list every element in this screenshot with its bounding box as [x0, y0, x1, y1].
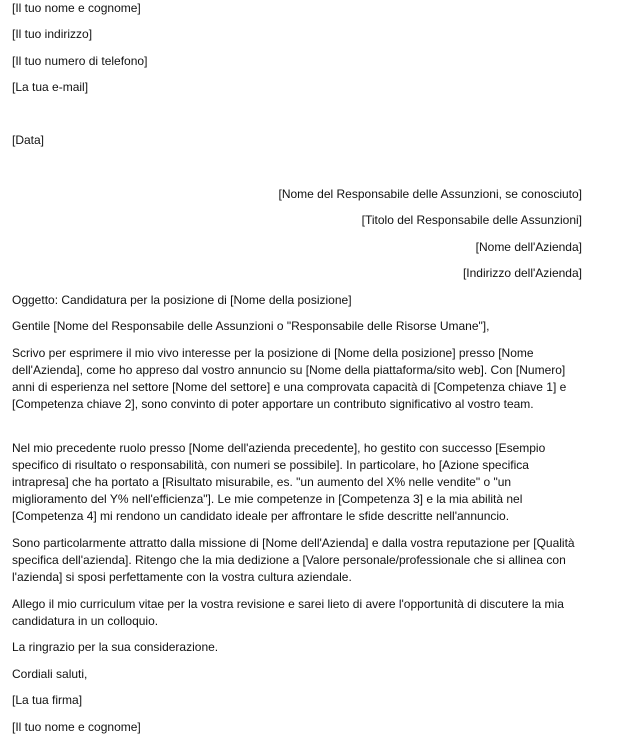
letter-salutation: Gentile [Nome del Responsabile delle Assunzioni o "Responsabile delle Risorse Umane"], [12, 319, 490, 333]
body-paragraph-4: Allego il mio curriculum vitae per la vostra revisione e sarei lieto di avere l'opportunità di discutere la mia candidatura in un colloquio. [12, 597, 564, 628]
recipient-title: [Titolo del Responsabile delle Assunzioni] [361, 213, 582, 227]
sender-email: [La tua e-mail] [12, 80, 89, 94]
signature-placeholder: [La tua firma] [12, 693, 83, 707]
body-paragraph-1: Scrivo per esprimere il mio vivo interesse per la posizione di [Nome della posizione] presso [Nome dell'Azienda], come ho appreso dal vostro annuncio su [Nome della piattaforma/sito web]. Con [Numero] anni di esperienza nel settore [Nome del settore] e una comprovata capacità di [Competenza chiave 1] e [Competenza chiave 2], sono convinto di poter apportare un contributo significativo al vostro team. [12, 346, 567, 411]
sender-phone: [Il tuo numero di telefono] [12, 54, 148, 68]
signature-name: [Il tuo nome e cognome] [12, 720, 141, 734]
letter-closing: Cordiali saluti, [12, 667, 88, 681]
sender-address: [Il tuo indirizzo] [12, 27, 93, 41]
recipient-company-address: [Indirizzo dell'Azienda] [462, 266, 582, 280]
body-paragraph-5: La ringrazio per la sua considerazione. [12, 640, 219, 654]
letter-date: [Data] [12, 133, 45, 147]
recipient-manager: [Nome del Responsabile delle Assunzioni, se conosciuto] [278, 187, 582, 201]
recipient-company: [Nome dell'Azienda] [475, 240, 582, 254]
body-paragraph-3: Sono particolarmente attratto dalla missione di [Nome dell'Azienda] e dalla vostra reputazione per [Qualità specifica dell'azienda]. Ritengo che la mia dedizione a [Valore personale/professionale che si allinea con l'azienda] si sposi perfettamente con la vostra cultura aziendale. [12, 536, 575, 584]
body-paragraph-2: Nel mio precedente ruolo presso [Nome dell'azienda precedente], ho gestito con successo [Esempio specifico di risultato o responsabilità, con numeri se possibile]. In particolare, ho [Azione specifica intrapresa] che ha portato a [Risultato misurabile, es. "un aumento del X% nelle vendite" o "un miglioramento del Y% nell'efficienza"]. Le mie competenze in [Competenza 3] e la mia abilità nel [Competenza 4] mi rendono un candidato ideale per affrontare le sfide descritte nell'annuncio. [12, 441, 546, 523]
letter-subject: Oggetto: Candidatura per la posizione di [Nome della posizione] [12, 293, 352, 307]
sender-name: [Il tuo nome e cognome] [12, 1, 141, 15]
